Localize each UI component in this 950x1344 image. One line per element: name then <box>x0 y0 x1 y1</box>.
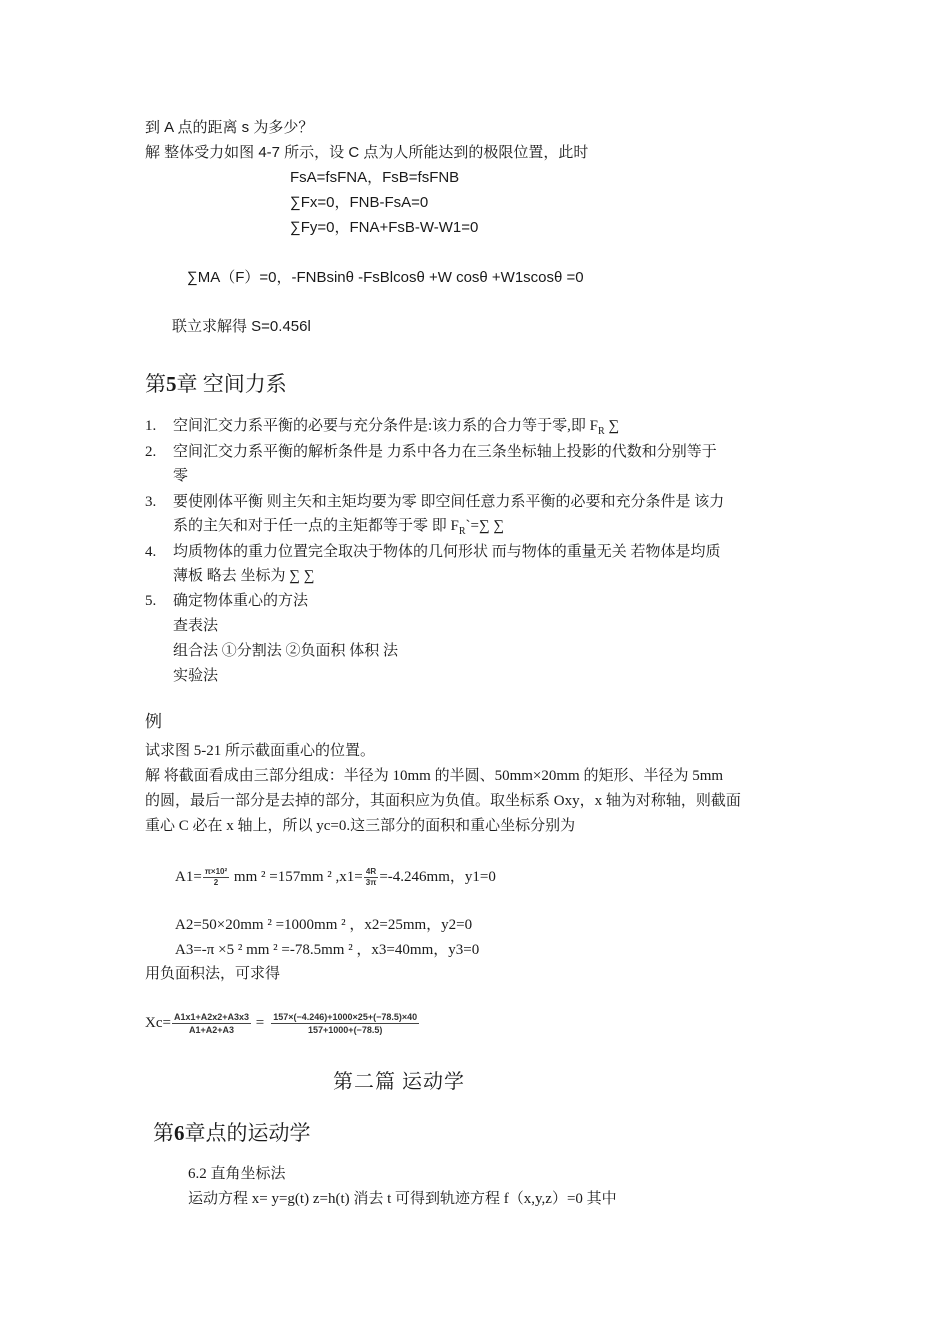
list-item-cont: 零 <box>173 468 189 484</box>
list-item <box>145 442 717 462</box>
formula-text: A1= <box>175 869 202 885</box>
fraction-denominator: 2 <box>213 878 219 888</box>
chapter-number: 5 <box>166 372 177 396</box>
method-item: 查表法 <box>173 618 219 634</box>
fraction-denominator: 3π <box>365 878 377 888</box>
formula-a1 <box>175 864 496 890</box>
item-text: 空间汇交力系平衡的解析条件是 力系中各力在三条坐标轴上投影的代数和分别等于 <box>173 444 717 460</box>
fraction-numerator: A1x1+A2x2+A3x3 <box>173 1012 250 1023</box>
formula-text: =-4.246mm，y1=0 <box>379 869 496 885</box>
item-number: 5. <box>145 593 157 609</box>
solution-line: 重心 C 必在 x 轴上，所以 yc=0.这三部分的面积和重心坐标分别为 <box>145 818 576 834</box>
item-number: 2. <box>145 444 157 460</box>
solution-line: 解 将截面看成由三部分组成：半径为 10mm 的半圆、50mm×20mm 的矩形、半径为 5mm <box>145 768 724 784</box>
equation: ∑Fy=0，FNA+FsB-W-W1=0 <box>290 219 479 236</box>
fraction-denominator: A1+A2+A3 <box>188 1025 234 1036</box>
fraction-numerator: 157×(−4.246)+1000×25+(−78.5)×40 <box>273 1012 418 1023</box>
part-heading: 第二篇 运动学 <box>333 1071 465 1093</box>
method-item: 组合法 ①分割法 ②负面积 体积 法 <box>173 643 399 659</box>
list-item <box>145 492 724 512</box>
list-item-cont <box>173 516 504 542</box>
formula-text: = <box>252 1015 265 1031</box>
list-item <box>145 591 308 611</box>
item-text: 系的主矢和对于任一点的主矩都等于零 即 F <box>173 518 459 534</box>
item-text: 均质物体的重力位置完全取决于物体的几何形状 而与物体的重量无关 若物体是均质 <box>173 544 721 560</box>
item-text: 要使刚体平衡 则主矢和主矩均要为零 即空间任意力系平衡的必要和充分条件是 该力 <box>173 494 725 510</box>
chapter-heading <box>145 370 287 398</box>
chapter-prefix: 第 <box>153 1121 174 1145</box>
chapter-title: 章 空间力系 <box>176 372 287 396</box>
fraction <box>271 1011 419 1036</box>
item-number: 4. <box>145 544 157 560</box>
item-text: ∑ <box>604 418 620 434</box>
method-item: 实验法 <box>173 668 219 684</box>
fraction <box>203 867 229 888</box>
formula-text: mm ² =157mm ² ,x1= <box>230 869 363 885</box>
fraction <box>364 867 379 888</box>
equation: ∑Fx=0，FNB-FsA=0 <box>290 194 429 211</box>
text-line: 运动方程 x= y=g(t) z=h(t) 消去 t 可得到轨迹方程 f（x,y,z）=0 其中 <box>188 1191 617 1207</box>
formula-a2: A2=50×20mm ² =1000mm ² ，x2=25mm，y2=0 <box>175 917 473 933</box>
list-item <box>145 416 619 442</box>
fraction-numerator: π×10² <box>204 867 228 877</box>
chapter-title: 章点的运动学 <box>184 1121 311 1145</box>
item-number: 1. <box>145 418 157 434</box>
fraction-numerator: 4R <box>364 867 379 878</box>
solution-line: 的圆，最后一部分是去掉的部分，其面积应为负值。取坐标系 Oxy，x 轴为对称轴，则截面 <box>145 793 741 809</box>
formula-xc <box>145 1008 420 1038</box>
section-heading: 6.2 直角坐标法 <box>188 1166 286 1182</box>
example-label: 例 <box>145 712 162 731</box>
list-item-cont: 薄板 略去 坐标为 ∑ ∑ <box>173 568 315 584</box>
equation: ∑MA（F）=0，-FNBsinθ -FsBlcosθ +W cosθ +W1scosθ =0 <box>187 269 584 286</box>
chapter-prefix: 第 <box>145 372 166 396</box>
example-question: 试求图 5-21 所示截面重心的位置。 <box>145 743 375 759</box>
subscript: R <box>458 526 466 537</box>
item-text: 确定物体重心的方法 <box>173 593 309 609</box>
chapter-heading <box>153 1119 311 1147</box>
formula-a3: A3=-π ×5 ² mm ² =-78.5mm ² ，x3=40mm，y3=0 <box>175 942 480 958</box>
item-text: 空间汇交力系平衡的必要与充分条件是:该力系的合力等于零,即 F <box>173 418 599 434</box>
result-line: 联立求解得 S=0.456l <box>172 318 311 335</box>
item-number: 3. <box>145 494 157 510</box>
formula-text: Xc= <box>145 1015 171 1031</box>
item-text: `=∑ ∑ <box>465 518 505 534</box>
text-line: 用负面积法，可求得 <box>145 966 281 982</box>
text-line: 到 A 点的距离 s 为多少？ <box>145 119 314 136</box>
chapter-number: 6 <box>174 1121 185 1145</box>
fraction <box>172 1011 251 1036</box>
equation: FsA=fsFNA，FsB=fsFNB <box>290 169 460 186</box>
text-line: 解 整体受力如图 4-7 所示，设 C 点为人所能达到的极限位置，此时 <box>145 144 589 161</box>
subscript: R <box>598 426 605 437</box>
fraction-denominator: 157+1000+(−78.5) <box>308 1025 383 1036</box>
list-item <box>145 542 721 562</box>
